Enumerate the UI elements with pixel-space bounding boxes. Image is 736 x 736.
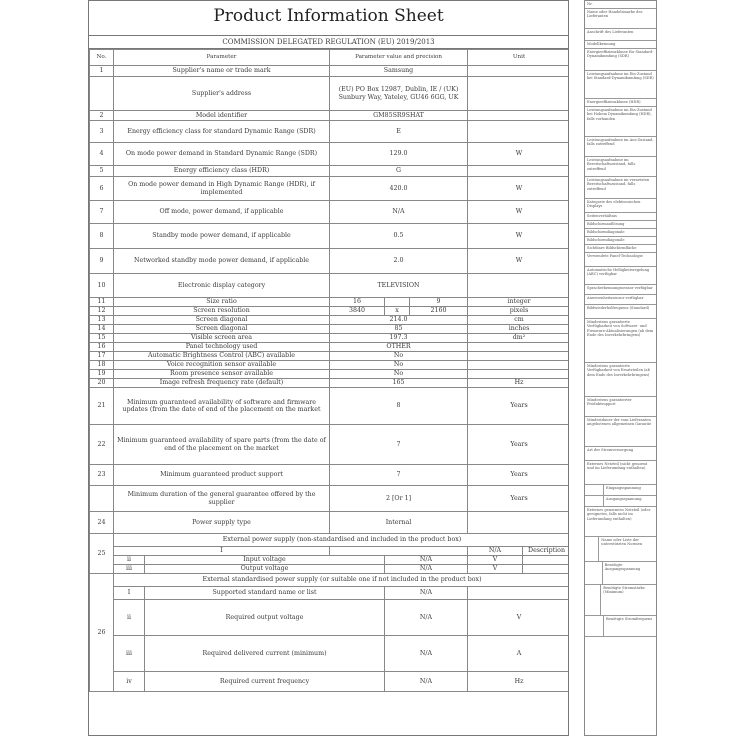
table-row: 25 External power supply (non-standardised and included in the product box) <box>90 534 570 547</box>
side-cell: Eingangsspannung <box>606 486 641 490</box>
side-cell: Mindestdauer der vom Lieferanten angebotenen allgemeinen Garantie <box>585 417 656 447</box>
side-cell: Bildschirmdiagonale <box>585 229 656 237</box>
table-row: Supplier's address (EU) PO Box 12987, Dublin, IE / (UK) Sunbury Way, Yateley, GU46 6GG, UK <box>90 77 570 111</box>
side-cell: Leistungsaufnahme im Ein-Zustand bei Standard-Dynamikumfang (SDR) <box>585 71 656 99</box>
side-cell: Mindestens garantierte Verfügbarkeit von Ersatzteilen (ab dem Ende des Inverkehrbringens) <box>585 363 656 397</box>
product-information-sheet <box>88 0 569 736</box>
table-row: 3 Energy efficiency class for standard Dynamic Range (SDR) E <box>90 121 570 143</box>
table-row: ii Input voltage N/A V <box>90 556 570 565</box>
table-row: 20 Image refresh frequency rate (default) 165 Hz <box>90 379 570 388</box>
table-row: 13 Screen diagonal 214.0 cm <box>90 316 570 325</box>
header-no: No. <box>90 50 114 66</box>
side-cell: Name oder Handelsmarke des Lieferanten <box>585 9 656 29</box>
side-cell: Externes genormtes Netzteil (oder geeignetes, falls nicht im Lieferumfang enthalten) <box>585 507 656 537</box>
side-cell: Seitenverhältnis <box>585 213 656 221</box>
side-cell: Kategorie des elektronischen Displays <box>585 199 656 213</box>
header-unit: Unit <box>468 50 569 66</box>
table-row: 17 Automatic Brightness Control (ABC) available No <box>90 352 570 361</box>
table-row: 23 Minimum guaranteed product support 7 Years <box>90 465 570 486</box>
table-row: 5 Energy efficiency class (HDR) G <box>90 166 570 177</box>
side-cell: Anschrift des Lieferanten <box>585 29 656 41</box>
header-value: Parameter value and precision <box>330 50 468 66</box>
table-row: 1 Supplier's name or trade mark Samsung <box>90 66 570 77</box>
side-cell: Mindestens garantierte Verfügbarkeit von Software- und Firmware-Aktualisierungen (ab dem Ende des Inverkehrbringens) <box>585 319 656 363</box>
side-cell: Anwesenheitssensor verfügbar <box>585 295 656 305</box>
table-row: iii Required delivered current (minimum) N/A A <box>90 636 570 672</box>
side-cell: Nr. <box>585 1 656 9</box>
table-row: 2 Model identifier GM85SR9SHAT <box>90 111 570 121</box>
table-row: 24 Power supply type Internal <box>90 512 570 534</box>
table-row: ii Required output voltage N/A V <box>90 600 570 636</box>
table-row: 16 Panel technology used OTHER <box>90 343 570 352</box>
table-row: 26 External standardised power supply (or suitable one if not included in the product box) <box>90 574 570 587</box>
table-row: 10 Electronic display category TELEVISION <box>90 274 570 298</box>
side-cell: Leistungsaufnahme im Bereitschaftszustand, falls zutreffend <box>585 157 656 177</box>
table-row: 12 Screen resolution 3840 x 2160 pixels <box>90 307 570 316</box>
header-parameter: Parameter <box>114 50 330 66</box>
side-cell: Name oder Liste der unterstützten Normen <box>601 538 643 547</box>
sheet-title: Product Information Sheet <box>89 1 568 36</box>
side-cell: Spracherkennungssensor verfügbar <box>585 285 656 295</box>
side-cell: Ausgangsspannung <box>606 497 642 501</box>
parameter-table <box>89 49 569 692</box>
table-row: I Supported standard name or list N/A <box>90 587 570 600</box>
side-cell: Leistungsaufnahme im Aus-Zustand, falls zutreffend <box>585 137 656 157</box>
table-row: iii Output voltage N/A V <box>90 565 570 574</box>
side-cell: Benötigte Stromstärke (Minimum) <box>603 586 645 595</box>
table-row: 8 Standby mode power demand, if applicable 0.5 W <box>90 224 570 249</box>
side-cell: Leistungsaufnahme im Ein-Zustand bei Hohem Dynamikumfang (HDR), falls vorhanden <box>585 107 656 137</box>
side-cell: Art der Stromversorgung <box>585 447 656 461</box>
side-cell: Externes Netzteil (nicht genormt und im Lieferumfang enthalten) <box>585 461 656 485</box>
table-row: 14 Screen diagonal 85 inches <box>90 325 570 334</box>
table-row: I N/A Description <box>90 547 570 556</box>
table-row: 6 On mode power demand in High Dynamic Range (HDR), if implemented 420.0 W <box>90 177 570 201</box>
table-row: 19 Room presence sensor available No <box>90 370 570 379</box>
side-cell: Leistungsaufnahme im vernetzten Bereitschaftszustand, falls zutreffend <box>585 177 656 199</box>
side-cell: Energieeffizienzklasse (HDR) <box>585 99 656 107</box>
side-cell: Automatische Helligkeitsregelung (ABC) verfügbar <box>585 267 656 285</box>
side-cell: Benötigte Ausgangsspannung <box>604 563 641 572</box>
table-row: 9 Networked standby mode power demand, if applicable 2.0 W <box>90 249 570 274</box>
side-cell: Bildwiederholfrequenz (Standard) <box>585 305 656 319</box>
table-row: 4 On mode power demand in Standard Dynamic Range (SDR) 129.0 W <box>90 143 570 166</box>
table-row: 21 Minimum guaranteed availability of software and firmware updates (from the date of end of the placement on the market 8 Years <box>90 388 570 425</box>
table-row: 15 Visible screen area 197.3 dm² <box>90 334 570 343</box>
table-row: 11 Size ratio 16 9 integer <box>90 298 570 307</box>
side-cell: Bildschirmdiagonale <box>585 237 656 245</box>
side-strip-table <box>584 0 657 736</box>
table-row: 22 Minimum guaranteed availability of spare parts (from the date of end of the placement on the market 7 Years <box>90 425 570 465</box>
table-row: iv Required current frequency N/A Hz <box>90 672 570 692</box>
side-cell: Sichtbare Bildschirmfläche <box>585 245 656 253</box>
side-cell: Benötigte Stromfrequenz <box>606 617 653 621</box>
side-cell: Verwendete Panel-Technologie <box>585 253 656 267</box>
table-row: 7 Off mode, power demand, if applicable N/A W <box>90 201 570 224</box>
regulation-subtitle: COMMISSION DELEGATED REGULATION (EU) 2019/2013 <box>89 36 568 49</box>
side-cell: Energieeffizienzklasse für Standard-Dynamikumfang (SDR) <box>585 49 656 71</box>
table-row: Minimum duration of the general guarantee offered by the supplier 2 [Or 1] Years <box>90 486 570 512</box>
side-cell: Bildschirmauflösung <box>585 221 656 229</box>
side-cell: Modellkennung <box>585 41 656 49</box>
table-row: 18 Voice recognition sensor available No <box>90 361 570 370</box>
side-cell: Mindestens garantierter Produktsupport <box>585 397 656 417</box>
